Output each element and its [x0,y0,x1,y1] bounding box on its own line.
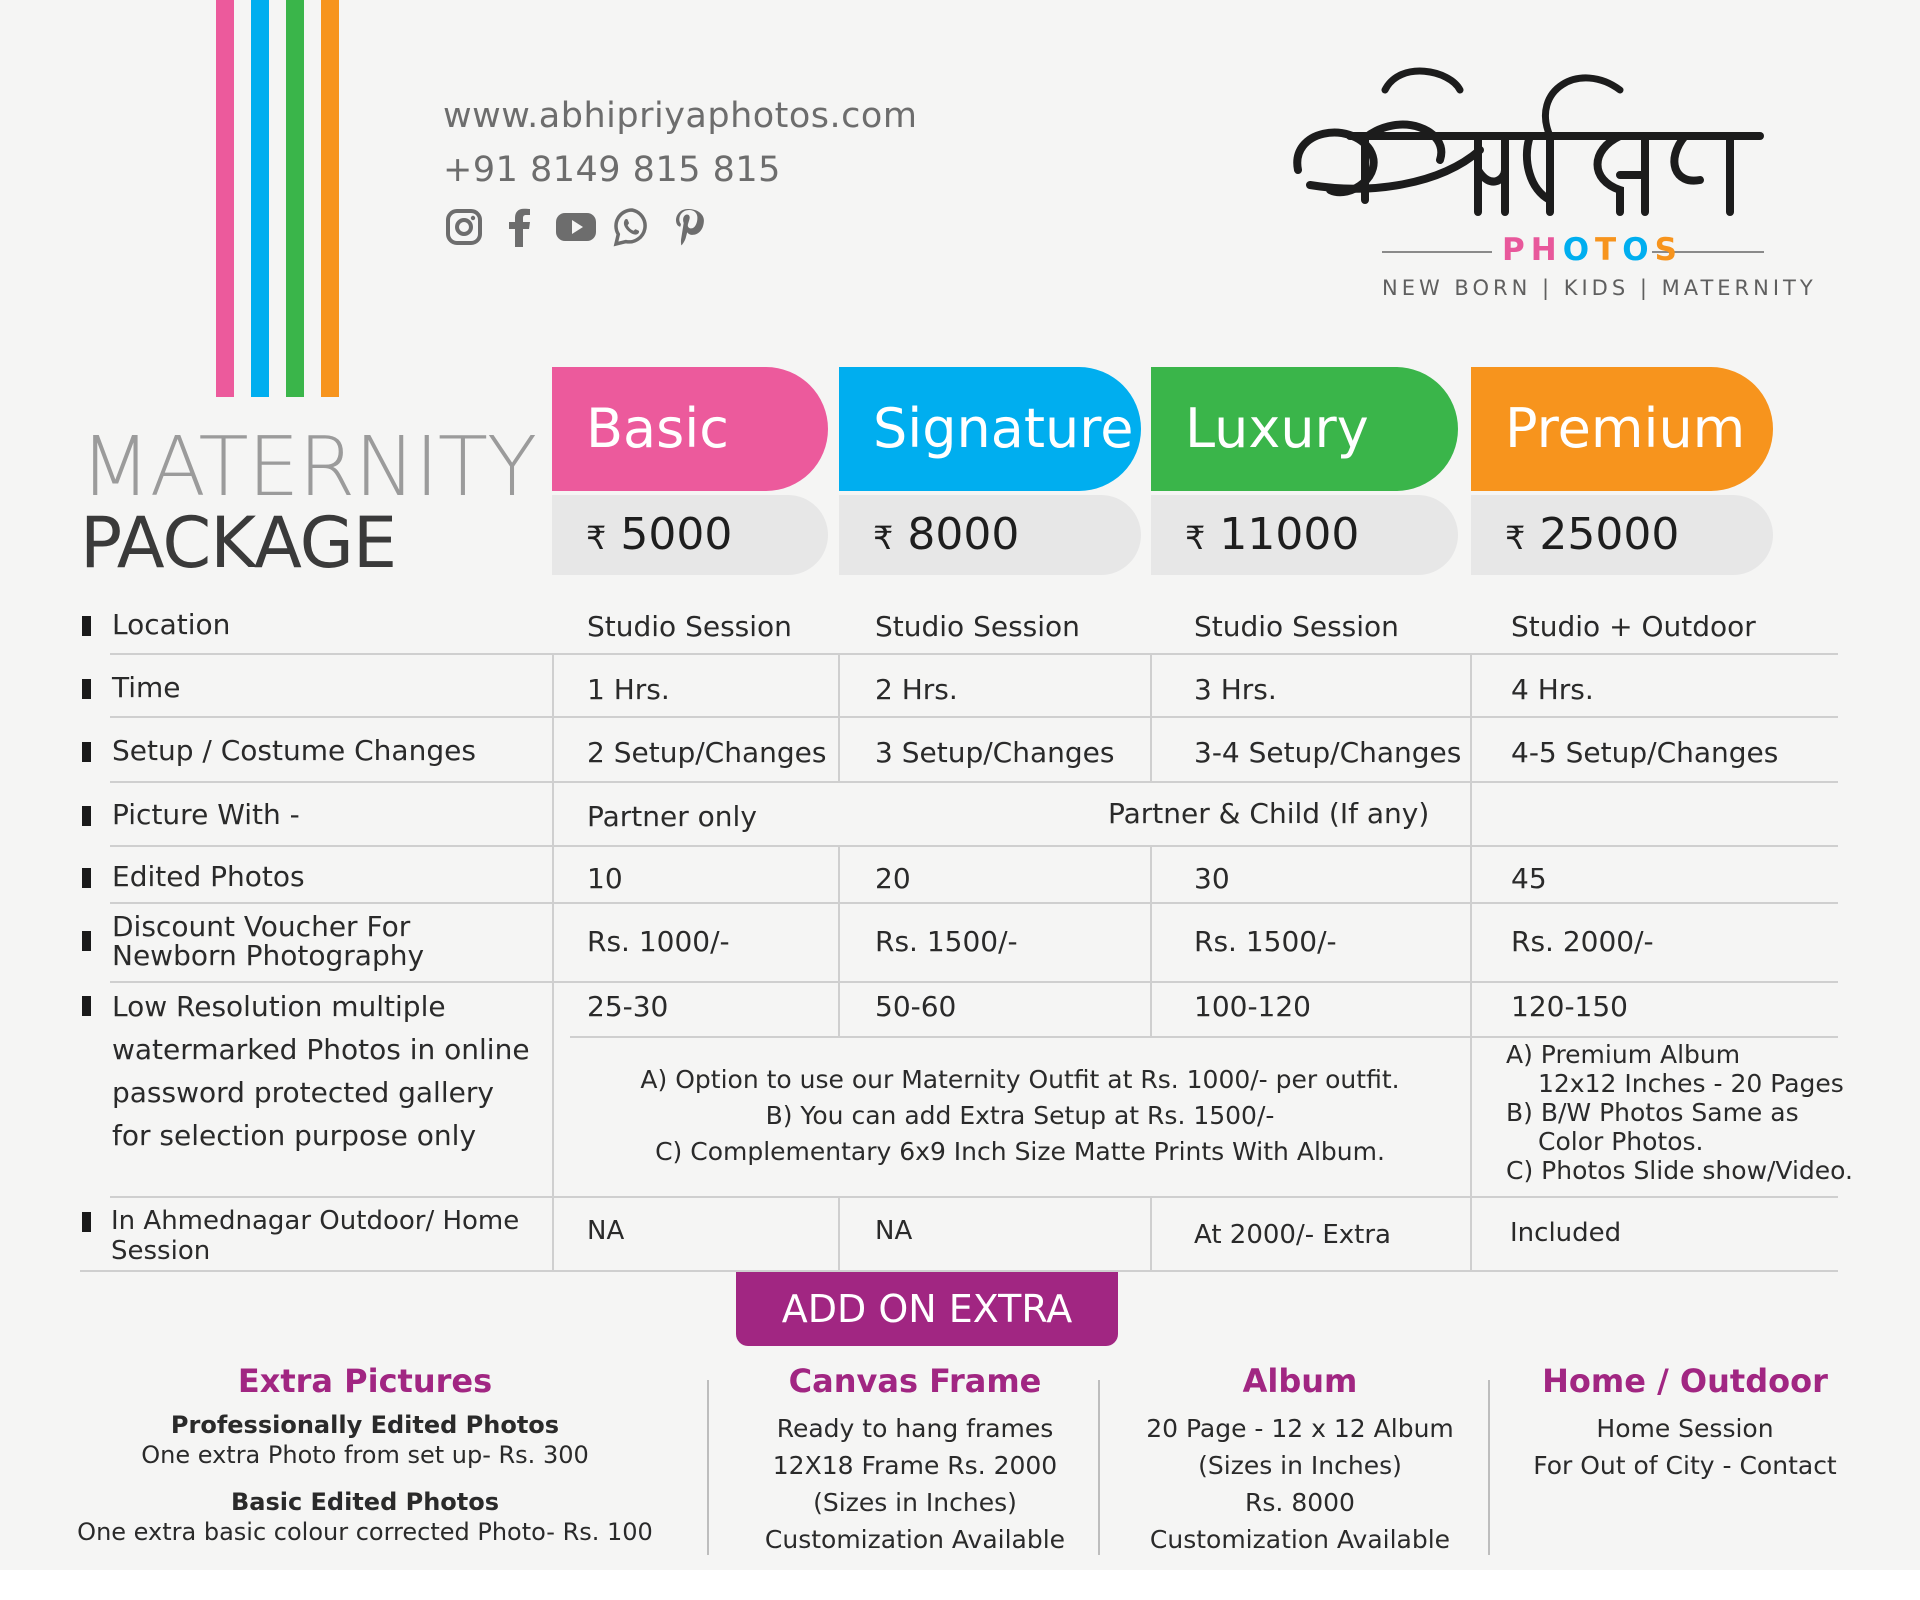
youtube-icon[interactable] [555,206,597,248]
addon-canvas-line: (Sizes in Inches) [813,1488,1017,1517]
rupee-icon: ₹ [1185,519,1206,557]
row-bullet [82,868,91,888]
logo-letter: T [1595,232,1623,268]
premium-notes [1506,1040,1853,1185]
package-name-premium: Premium [1505,397,1746,460]
premium-note-line: A) Premium Album [1506,1040,1741,1069]
stripe-pink [216,0,234,397]
row-label-outdoor-line1: In Ahmednagar Outdoor/ Home [111,1206,520,1236]
row-divider [570,1036,1838,1038]
price-premium [1471,495,1773,575]
row-label-lowres [112,985,530,1157]
note-line: C) Complementary 6x9 Inch Size Matte Prints With Album. [655,1137,1385,1166]
package-tab-signature [839,367,1141,491]
addon-basic-title: Basic Edited Photos [230,1488,500,1516]
row-label-lowres-line: password protected gallery [112,1076,494,1109]
addon-home-line: Home Session [1596,1414,1774,1443]
row-label-lowres-line: for selection purpose only [112,1119,477,1152]
instagram-icon[interactable] [443,206,485,248]
note-line: A) Option to use our Maternity Outfit at Rs. 1000/- per outfit. [640,1065,1400,1094]
page-title-line1: MATERNITY [80,420,537,515]
row-divider [110,781,1838,783]
col-divider [1470,653,1472,1270]
rupee-icon: ₹ [1505,519,1526,557]
logo-letter: S [1654,232,1683,268]
cell-voucher-premium: Rs. 2000/- [1511,925,1654,958]
logo-letter: P [1502,232,1531,268]
cell-lowres-signature: 50-60 [875,990,957,1023]
row-bullet [82,616,91,636]
cell-voucher-luxury: Rs. 1500/- [1194,925,1337,958]
price-luxury [1151,495,1458,575]
brand-tagline: NEW BORN | KIDS | MATERNITY [1382,276,1817,300]
premium-note-line: 12x12 Inches - 20 Pages [1538,1069,1844,1098]
cell-voucher-basic: Rs. 1000/- [587,925,730,958]
addon-album-line: 20 Page - 12 x 12 Album [1146,1414,1454,1443]
package-tab-luxury [1151,367,1458,491]
cell-voucher-signature: Rs. 1500/- [875,925,1018,958]
addon-album-line: (Sizes in Inches) [1198,1451,1402,1480]
cell-lowres-luxury: 100-120 [1194,990,1311,1023]
stripe-orange [321,0,339,397]
row-label-outdoor [111,1206,519,1266]
row-bullet [82,742,91,762]
cell-lowres-premium: 120-150 [1511,990,1628,1023]
row-label-voucher-line2: Newborn Photography [112,939,425,973]
package-tab-premium [1471,367,1773,491]
addon-canvas-line: Ready to hang frames [776,1414,1054,1443]
facebook-icon[interactable] [499,206,541,248]
cell-picture-basic: Partner only [587,800,757,833]
addon-album [1115,1362,1485,1558]
cell-time-signature: 2 Hrs. [875,673,958,706]
cell-time-basic: 1 Hrs. [587,673,670,706]
cell-picture-others: Partner & Child (If any) [1108,797,1430,830]
logo-rule-left [1382,251,1492,253]
addon-home-line: For Out of City - Contact [1533,1451,1837,1480]
note-line: B) You can add Extra Setup at Rs. 1500/- [765,1101,1275,1130]
row-bullet [82,996,91,1016]
row-bullet [82,931,91,951]
col-divider [552,653,554,1270]
cell-edited-premium: 45 [1511,862,1547,895]
cell-edited-luxury: 30 [1194,862,1230,895]
cell-location-basic: Studio Session [587,610,792,643]
cell-location-premium: Studio + Outdoor [1511,610,1756,643]
cell-outdoor-luxury: At 2000/- Extra [1194,1220,1391,1250]
logo-letter: H [1530,232,1563,268]
addon-album-line: Customization Available [1149,1525,1451,1554]
whatsapp-icon[interactable] [611,206,653,248]
row-label-setup: Setup / Costume Changes [112,734,476,767]
row-bullet [82,806,91,826]
cell-setup-luxury: 3-4 Setup/Changes [1194,736,1462,769]
addon-canvas [725,1362,1105,1558]
cell-edited-basic: 10 [587,862,623,895]
row-label-edited: Edited Photos [112,860,305,893]
addon-pro-title: Professionally Edited Photos [170,1411,560,1439]
row-divider [110,981,1838,983]
package-name-basic: Basic [586,397,729,460]
col-divider [838,1196,840,1270]
addon-home-title: Home / Outdoor [1542,1362,1828,1400]
addon-canvas-line: Customization Available [764,1525,1066,1554]
price-value: 25000 [1539,509,1680,560]
logo-letter: O [1562,232,1596,268]
stripe-green [286,0,304,397]
addon-separator [1488,1380,1490,1555]
logo-letter: O [1622,232,1655,268]
row-label-picture: Picture With - [112,798,300,831]
price-basic [552,495,828,575]
col-divider [1150,845,1152,1036]
cell-edited-signature: 20 [875,862,911,895]
row-label-voucher-line1: Discount Voucher For [112,910,411,943]
package-name-luxury: Luxury [1185,397,1369,460]
price-signature [839,495,1141,575]
row-divider [110,716,1838,718]
row-divider [110,902,1838,904]
addon-canvas-title: Canvas Frame [788,1362,1042,1400]
cell-time-premium: 4 Hrs. [1511,673,1594,706]
page-title-line2: PACKAGE [80,502,397,584]
row-divider [110,1196,1838,1198]
addon-extra-pictures [60,1362,670,1547]
cell-setup-signature: 3 Setup/Changes [875,736,1115,769]
row-label-voucher [112,912,424,971]
row-label-lowres-line: watermarked Photos in online [112,1033,530,1066]
addon-pro-text: One extra Photo from set up- Rs. 300 [141,1441,589,1469]
addon-extra-pictures-title: Extra Pictures [237,1362,493,1400]
addon-heading: ADD ON EXTRA [736,1272,1118,1346]
row-label-time: Time [112,671,181,704]
col-divider [838,653,840,781]
addon-home-outdoor [1510,1362,1860,1484]
package-notes [570,1062,1470,1170]
row-divider [110,845,1838,847]
addon-canvas-line: 12X18 Frame Rs. 2000 [772,1451,1058,1480]
pinterest-icon[interactable] [667,206,709,248]
cell-location-signature: Studio Session [875,610,1080,643]
cell-outdoor-signature: NA [875,1216,913,1246]
cell-setup-basic: 2 Setup/Changes [587,736,827,769]
package-name-signature: Signature [873,397,1134,460]
row-bullet [82,1212,91,1232]
price-value: 8000 [907,509,1020,560]
package-tab-basic [552,367,828,491]
price-value: 11000 [1219,509,1360,560]
col-divider [1150,1196,1152,1270]
rupee-icon: ₹ [873,519,894,557]
premium-note-line: B) B/W Photos Same as [1506,1098,1799,1127]
stripe-blue [251,0,269,397]
phone-number[interactable]: +91 8149 815 815 [443,150,781,190]
cell-outdoor-basic: NA [587,1216,625,1246]
brand-photos-word [1502,232,1683,268]
cell-outdoor-premium: Included [1510,1218,1622,1248]
col-divider [838,845,840,1036]
cell-lowres-basic: 25-30 [587,990,669,1023]
cell-setup-premium: 4-5 Setup/Changes [1511,736,1779,769]
website-link[interactable]: www.abhipriyaphotos.com [443,96,918,136]
row-label-lowres-line: Low Resolution multiple [112,990,446,1023]
row-label-location: Location [112,608,231,641]
social-icons [443,206,709,248]
price-value: 5000 [620,509,733,560]
row-label-outdoor-line2: Session [111,1236,211,1266]
addon-album-line: Rs. 8000 [1245,1488,1355,1517]
premium-note-line: Color Photos. [1538,1127,1704,1156]
addon-basic-text: One extra basic colour corrected Photo- Rs. 100 [77,1518,653,1546]
cell-time-luxury: 3 Hrs. [1194,673,1277,706]
addon-separator [707,1380,709,1555]
brand-logo-script [1290,50,1770,240]
addon-album-title: Album [1242,1362,1358,1400]
premium-note-line: C) Photos Slide show/Video. [1506,1156,1853,1185]
col-divider [1150,653,1152,781]
rupee-icon: ₹ [586,519,607,557]
row-divider [110,653,1838,655]
cell-location-luxury: Studio Session [1194,610,1399,643]
addon-separator [1098,1380,1100,1555]
row-bullet [82,679,91,699]
